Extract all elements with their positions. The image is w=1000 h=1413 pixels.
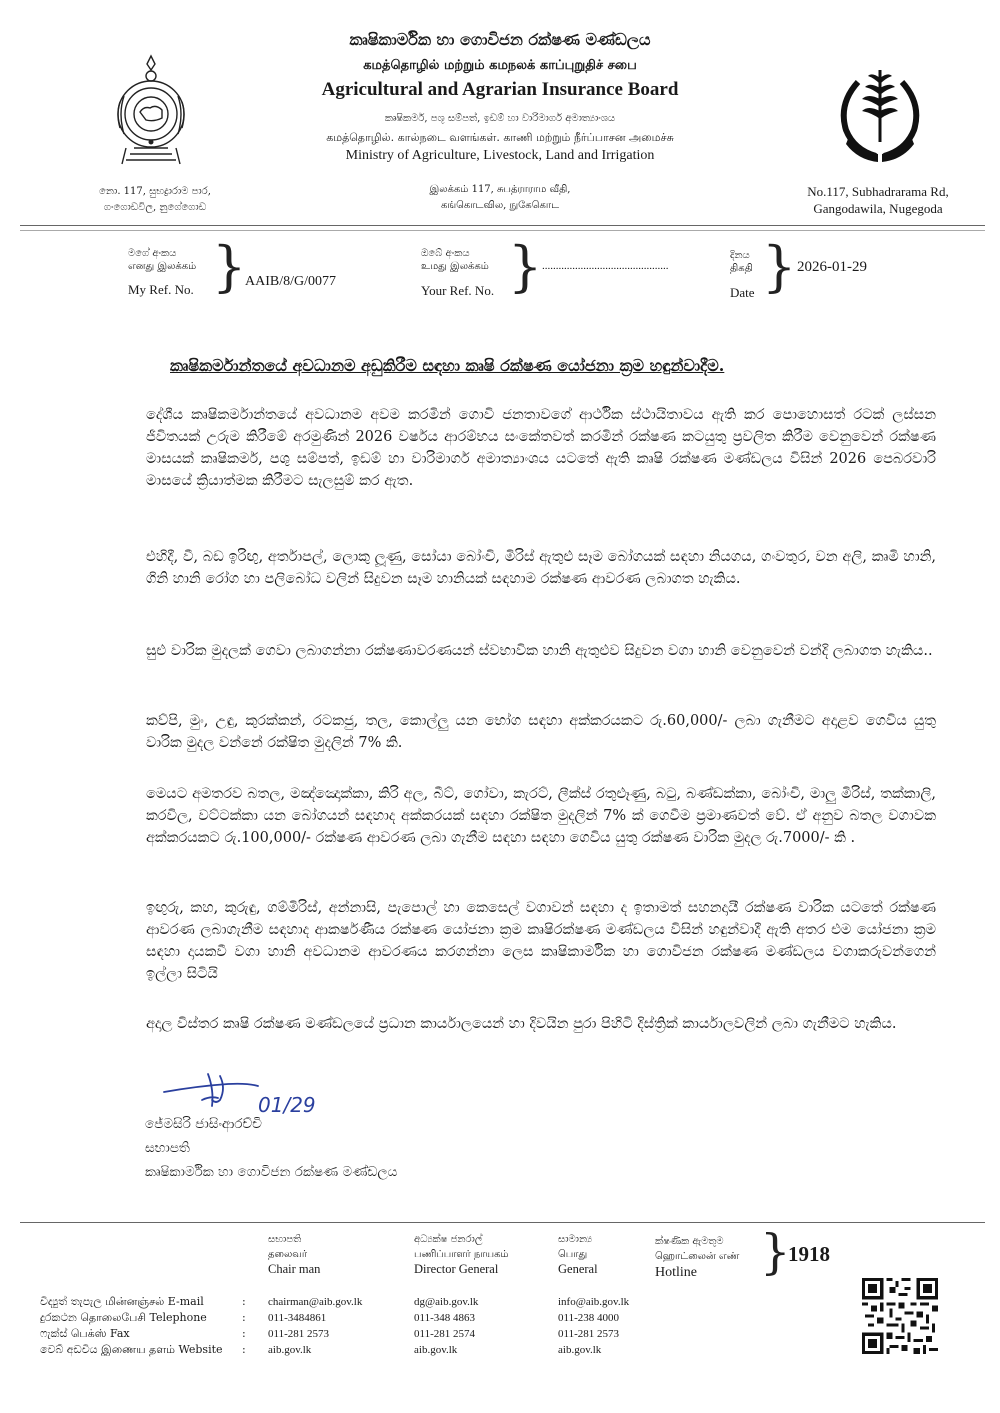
ministry-tamil: கமத்தொழில். கால்நடை வளங்கள். காணி மற்றும் நீர்ப்பாசன அமைச்சு bbox=[326, 131, 674, 144]
dg-website[interactable]: aib.gov.lk bbox=[414, 1344, 458, 1356]
general-label-en: General bbox=[558, 1262, 598, 1276]
org-name-english: Agricultural and Agrarian Insurance Board bbox=[321, 79, 679, 100]
qr-code-icon[interactable] bbox=[862, 1278, 938, 1354]
your-ref-label: Your Ref. No. bbox=[421, 283, 495, 298]
address-tamil-line2: கங்கொடவில, நுகேகொட bbox=[440, 200, 560, 211]
general-email[interactable]: info@aib.gov.lk bbox=[558, 1296, 630, 1308]
footer-col-general bbox=[558, 1232, 658, 1277]
your-ref-value: .............................................. bbox=[542, 260, 669, 272]
your-ref-si: ඔබේ අංකය bbox=[421, 248, 470, 259]
your-ref-labels bbox=[421, 247, 521, 273]
colon: : bbox=[242, 1295, 246, 1308]
dg-label-si: අධ්‍යක්ෂ ජනරාල් bbox=[414, 1234, 483, 1245]
my-ref-si: මගේ අංකය bbox=[128, 248, 177, 259]
org-name-sinhala: කෘෂිකාර්මික හා ගොවිජන රක්ෂණ මණ්ඩලය bbox=[349, 30, 651, 49]
address-english-line2: Gangodawila, Nugegoda bbox=[813, 201, 943, 216]
hotline-label-en: Hotline bbox=[655, 1265, 697, 1280]
ministry-sinhala: කෘෂිකර්ම, පශු සම්පත්, ඉඩම් හා වාරිමාර්ග අමාත්‍යාංශය bbox=[384, 113, 616, 124]
date-label: Date bbox=[730, 285, 755, 300]
brace-icon: } bbox=[212, 235, 247, 298]
signatory-organization: කෘෂිකාර්මික හා ගොවිජන රක්ෂණ මණ්ඩලය bbox=[145, 1164, 398, 1180]
brace-icon: } bbox=[760, 1224, 791, 1280]
ministry-english: Ministry of Agriculture, Livestock, Land and Irrigation bbox=[345, 148, 655, 163]
row-label-telephone: දුරකථන தொலைபேசி Telephone bbox=[40, 1311, 207, 1324]
general-telephone: 011-238 4000 bbox=[558, 1312, 620, 1324]
header-divider-2 bbox=[20, 230, 985, 231]
signature-date: 01/29 bbox=[258, 1093, 316, 1117]
address-tamil bbox=[400, 182, 600, 214]
my-ref-label: My Ref. No. bbox=[128, 282, 194, 297]
address-sinhala-line2: ගංගොඩවිල, නුගේගොඩ bbox=[103, 202, 207, 213]
brace-icon: } bbox=[508, 235, 543, 298]
paragraph-3: සුළු වාරික මුදලක් ගෙවා ලබාගන්නා රක්ෂණාවරණයන් ස්වභාවික හානි ඇතුළුව සිදුවන වගා හානි වෙනුවෙන් වන්දි ලබාගත හැකිය.. bbox=[146, 643, 933, 659]
paragraph-5: මෙයට අමතරව බතල, මඤ්ඤොක්කා, කිරි අල, බීට්, ගෝවා, කැරට්, ලීක්ස් රතුළූණු, බටු, බණ්ඩක්කා, බෝංචි, මාලු මිරිස්, තක්කාලි, කරවිල, වට්ටක්කා යන බෝගයන් සඳහාද අක්කරයක් සඳහා රක්ෂිත මුදලින් 7% ක් ගෙවීම ප්‍රමාණවත් වේ. ඒ අනුව බතල වගාවක අක්කරයකට රු.100,000/- රක්ෂණ ආවරණ ලබා ගැනීම සඳහා සඳහා ගෙවිය යුතු රක්ෂණ වාරික මුදල රු.7000/- කි . bbox=[146, 786, 936, 846]
paragraph-1: දේශීය කෘෂිකර්මාන්තයේ අවධානම අවම කරමින් ගොවි ජනතාවගේ ආර්ථික ස්ථායිතාවය ඇති කර පොහොසත් රටක් ලස්සන ජීවිතයක් උරුම කිරීමේ අරමුණින් 2026 වර්ෂය ආරම්භය සංකේතවත් කරමින් රක්ෂණ කටයුතු ප්‍රවලිත කිරීම වෙනුවෙන් රක්ෂණ මාසයක් කෘෂිකර්ම, පශු සම්පත්, ඉඩම් හා වාරිමාර්ග අමාත්‍යාංශය යටතේ ඇති කෘෂි රක්ෂණ මණ්ඩලය විසින් 2026 පෙබරවාරි මාසයේ ක්‍රියාත්මක කිරීමට සැලසුම් කර ඇත. bbox=[146, 407, 936, 489]
dg-contacts bbox=[414, 1294, 478, 1358]
signature-block bbox=[145, 1112, 397, 1184]
footer-col-chairman bbox=[268, 1232, 398, 1277]
general-contacts bbox=[558, 1294, 629, 1358]
hotline-label-ta: ஹொட்லைன் எண் bbox=[655, 1251, 740, 1262]
hotline-number: 1918 bbox=[788, 1242, 830, 1266]
date-value: 2026-01-29 bbox=[797, 259, 867, 275]
address-sinhala-line1: නො. 117, සුභද්‍රාරාම පාර, bbox=[99, 186, 211, 197]
chairman-label-en: Chair man bbox=[268, 1262, 321, 1276]
hotline-labels bbox=[655, 1234, 765, 1282]
address-tamil-line1: இலக்கம் 117, சுபத்ராராம வீதி, bbox=[429, 184, 571, 195]
chairman-contacts bbox=[268, 1294, 362, 1358]
chairman-email[interactable]: chairman@aib.gov.lk bbox=[268, 1296, 363, 1308]
footer-row-labels bbox=[40, 1294, 223, 1358]
address-english bbox=[780, 183, 976, 217]
dg-email[interactable]: dg@aib.gov.lk bbox=[414, 1296, 479, 1308]
address-sinhala bbox=[70, 184, 240, 216]
date-si: දිනය bbox=[730, 250, 750, 261]
brace-icon: } bbox=[762, 235, 797, 298]
dg-label-en: Director General bbox=[414, 1262, 499, 1276]
signatory-name: ජේමසිරි ජාසිංආරච්චි bbox=[145, 1116, 262, 1132]
address-english-line1: No.117, Subhadrarama Rd, bbox=[807, 184, 949, 199]
general-fax: 011-281 2573 bbox=[558, 1328, 620, 1340]
paragraph-6: ඉඟුරු, කහ, කුරුඳු, ගම්මිරිස්, අන්නාසි, පැපොල් හා කෙසෙල් වගාවන් සඳහා ද ඉතාමත් සහනදායී රක්ෂණ වාරික යටතේ රක්ෂණ ආවරණ ලබාගැනීම සඳහාද ආකර්ෂණීය රක්ෂණ යෝජනා ක්‍රම කෘෂිරක්ෂණ මණ්ඩලය විසින් හඳුන්වාදී ඇති අතර එම යෝජනා ක්‍රම සඳහා දායකවී වගා හානි අවධානම ආවරණය කරගන්නා ලෙස කෘෂිකාර්මික හා ගොවිජන රක්ෂණ මණ්ඩලය වගාකරුවන්ගෙන් ඉල්ලා සිටියි bbox=[146, 900, 936, 982]
footer-divider bbox=[20, 1222, 985, 1223]
chairman-telephone: 011-3484861 bbox=[268, 1312, 327, 1324]
dg-telephone: 011-348 4863 bbox=[414, 1312, 476, 1324]
chairman-fax: 011-281 2573 bbox=[268, 1328, 330, 1340]
date-ta: திகதி bbox=[730, 263, 753, 274]
org-name-tamil: கமத்தொழில் மற்றும் கமநலக் காப்புறுதிச் சபை bbox=[363, 58, 637, 73]
colon: : bbox=[242, 1327, 246, 1340]
my-ref-value: AAIB/8/G/0077 bbox=[245, 274, 336, 289]
chairman-label-si: සභාපති bbox=[268, 1234, 302, 1245]
colon: : bbox=[242, 1343, 246, 1356]
hotline-label-si: ක්ෂණික ඇමතුම bbox=[655, 1236, 724, 1247]
letter-title: කෘෂිකර්මාන්තයේ අවධානම අඩුකිරීම සඳහා කෘෂි රක්ෂණ යෝජනා ක්‍රම හඳුන්වාදීම. bbox=[170, 356, 725, 375]
row-label-email: විද්‍යුත් තැපැල மின்னஞ்சல் E-mail bbox=[40, 1295, 204, 1308]
row-label-fax: ෆැක්ස් பெக்ஸ் Fax bbox=[40, 1327, 130, 1340]
footer-col-director-general bbox=[414, 1232, 544, 1277]
aaib-logo-icon bbox=[832, 64, 928, 170]
chairman-website[interactable]: aib.gov.lk bbox=[268, 1344, 312, 1356]
paragraph-4: කව්පි, මුං, උඳු, කුරක්කන්, රටකජු, තල, කොල්ලු යන භෝග සඳහා අක්කරයකට රු.60,000/- ලබා ගැනීමට අදාළව ගෙවිය යුතු වාරික මුදල වන්නේ රක්ෂිත මුදලින් 7% කි. bbox=[146, 713, 936, 751]
dg-label-ta: பணிப்பாளர் நாயகம் bbox=[414, 1249, 509, 1260]
my-ref-ta: எனது இலக்கம் bbox=[128, 261, 197, 272]
header-divider bbox=[20, 225, 985, 226]
your-ref-ta: உமது இலக்கம் bbox=[421, 261, 489, 272]
dg-fax: 011-281 2574 bbox=[414, 1328, 476, 1340]
general-label-si: සාමාන්‍ය bbox=[558, 1234, 593, 1245]
footer-colons bbox=[242, 1294, 246, 1358]
row-label-website: වෙබ් අඩවිය இணைய தளம் Website bbox=[40, 1343, 223, 1356]
general-label-ta: பொது bbox=[558, 1249, 588, 1260]
sri-lanka-emblem-icon bbox=[110, 52, 192, 170]
colon: : bbox=[242, 1311, 246, 1324]
chairman-label-ta: தலைவர் bbox=[268, 1249, 308, 1260]
paragraph-2: එහිදී, වී, බඩ ඉරිඟු, අර්තාපල්, ලොකු ලූණු, සෝයා බෝංචි, මිරිස් ඇතුළු සෑම බෝගයක් සඳහා නියගය, ගංවතුර, වන අලි, කෘමි හානි, ගිනි හානි රෝග හා පලිබෝධ වලින් සිදුවන සෑම හානියක් සඳහාම රක්ෂණ ආවරණ ලබාගත හැකිය. bbox=[146, 549, 936, 587]
paragraph-7: අදාල විස්තර කෘෂි රක්ෂණ මණ්ඩලයේ ප්‍රධාන කාර්යාලයෙන් හා දිවයින පුරා පිහිටි දිස්ත්‍රික් කාර්යාලවලින් ලබා ගැනීමට හැකිය. bbox=[146, 1016, 897, 1032]
signatory-title: සභාපති bbox=[145, 1140, 190, 1156]
general-website[interactable]: aib.gov.lk bbox=[558, 1344, 602, 1356]
